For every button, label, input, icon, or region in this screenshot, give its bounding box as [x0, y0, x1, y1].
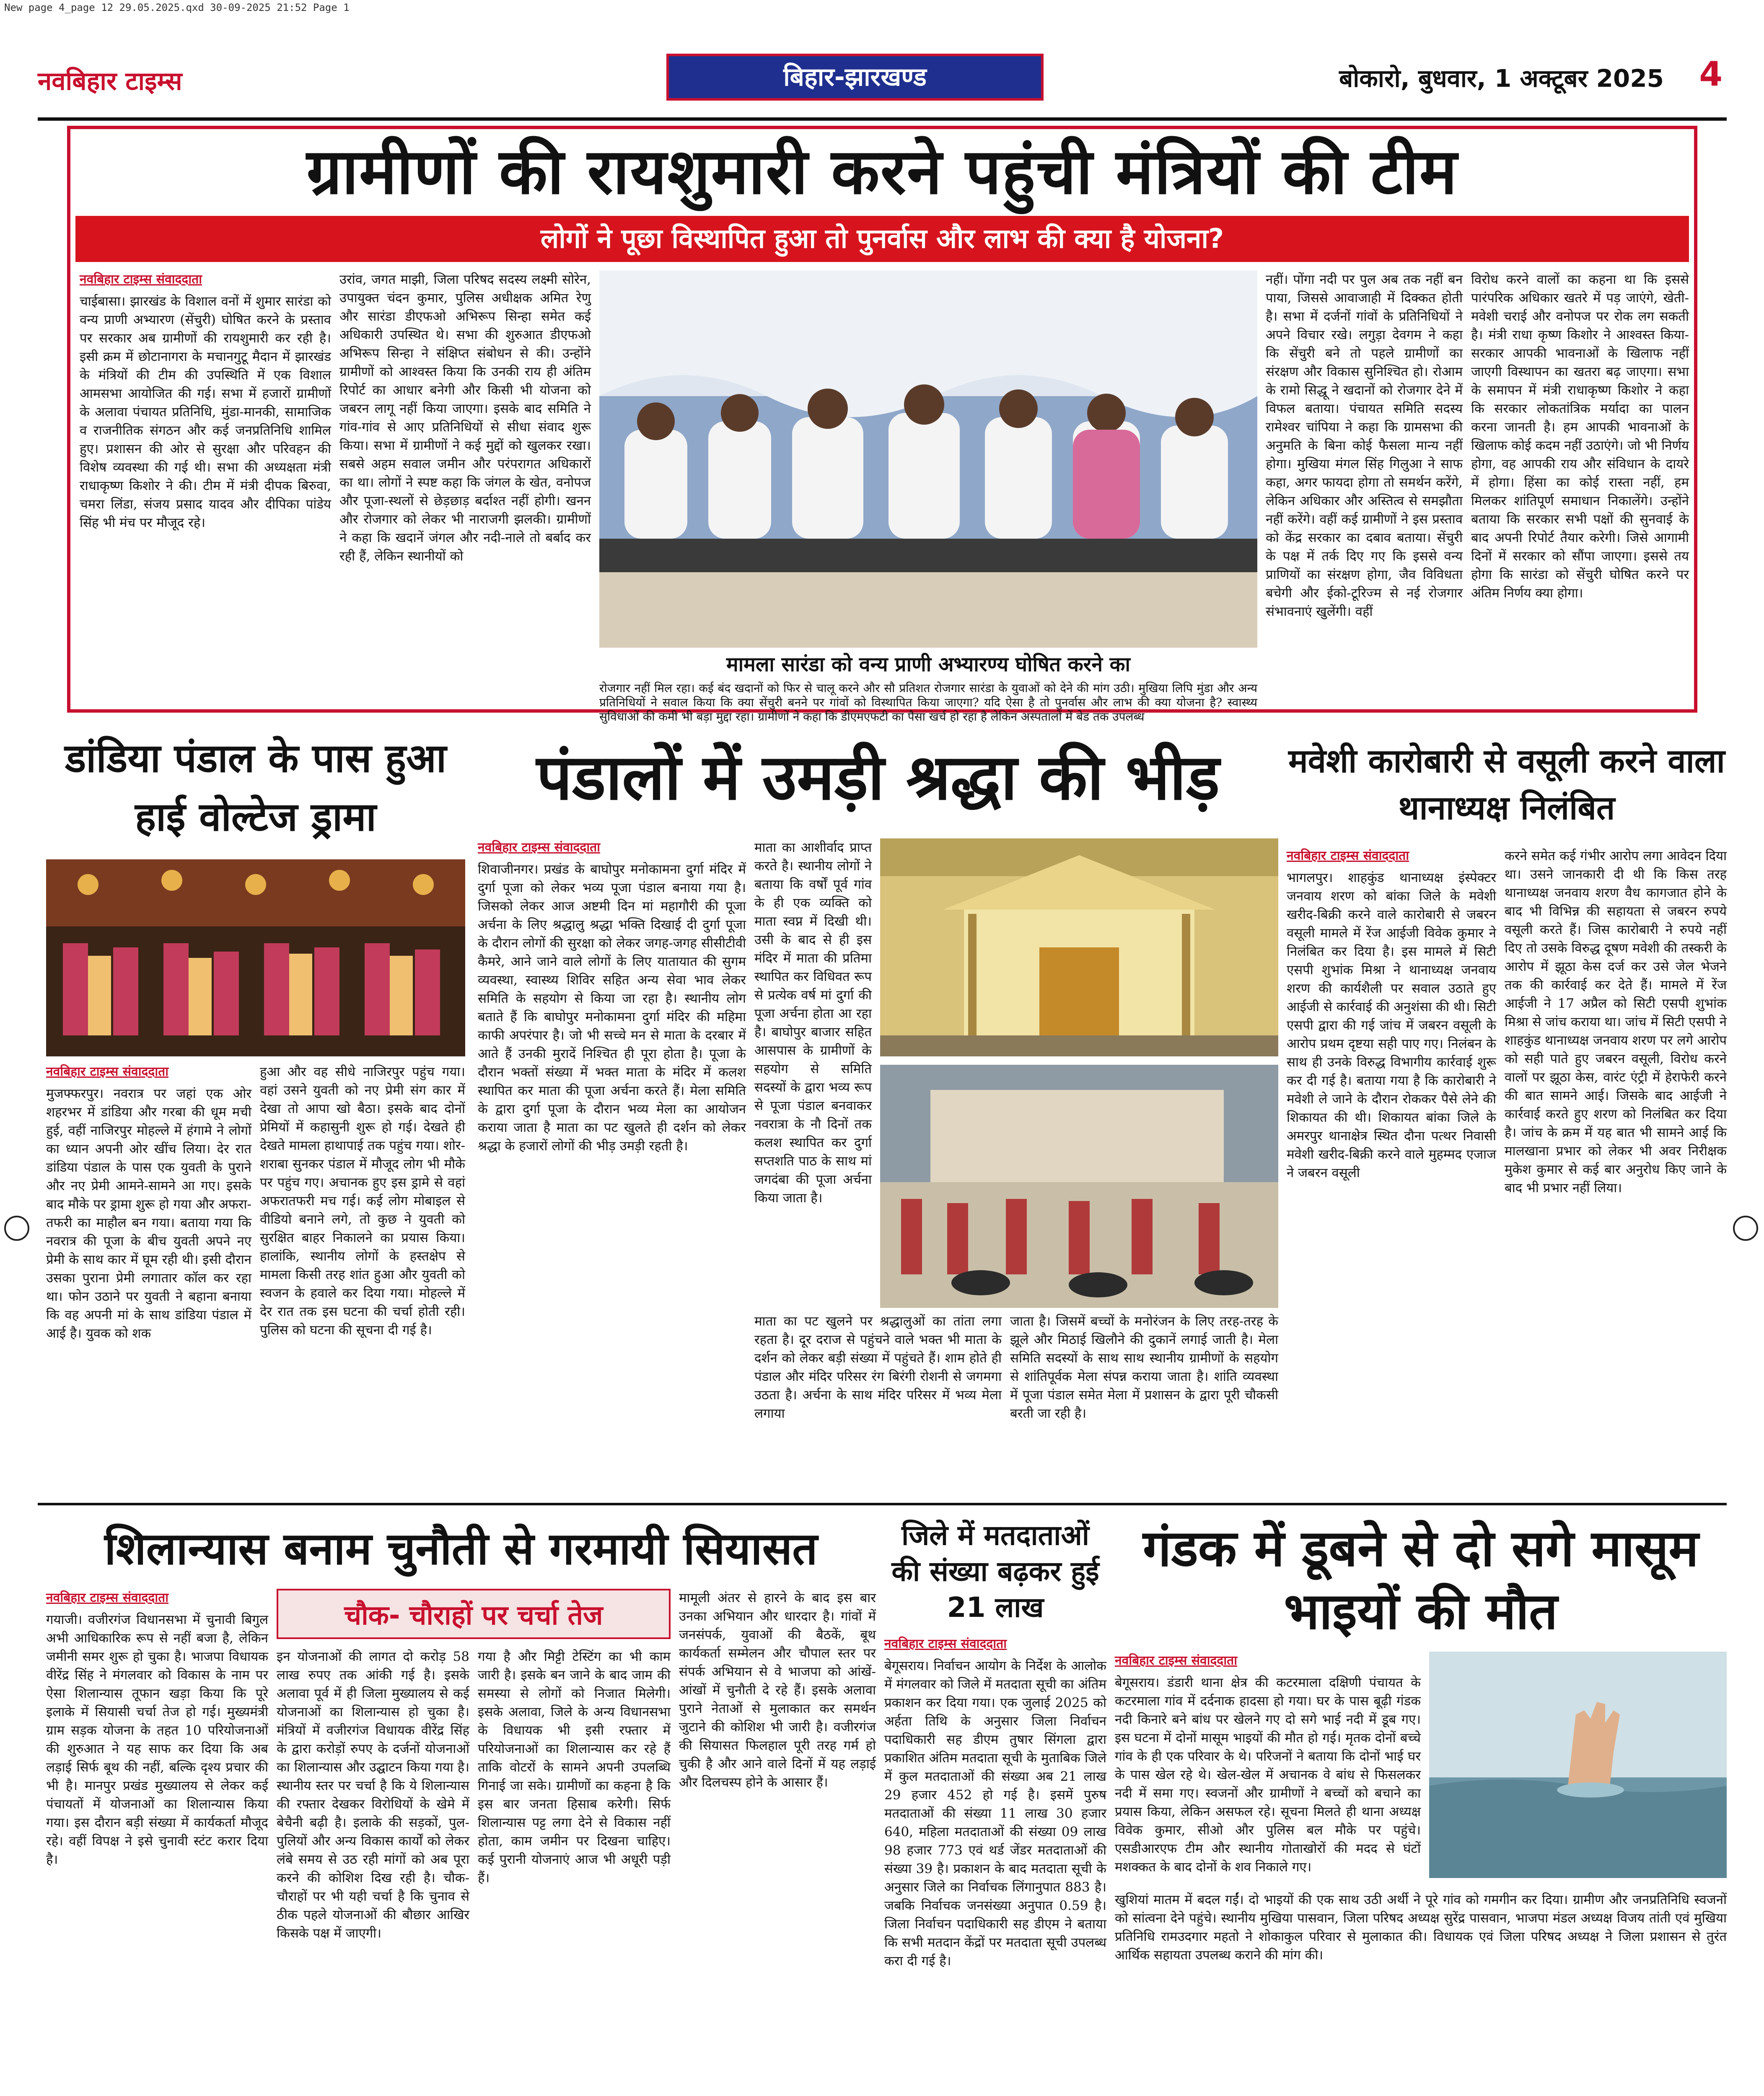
thana-byline: नवबिहार टाइम्स संवाददाता [1287, 848, 1409, 863]
pandal-column-2 [754, 838, 872, 1308]
shilanyas-subhead: चौक- चौराहों पर चर्चा तेज [277, 1589, 671, 1639]
pandal-column-3 [1010, 1312, 1278, 1492]
voters-column-1 [884, 1635, 1106, 2096]
pandal-headline: पंडालों में उमड़ी श्रद्धा की भीड़ [536, 741, 1220, 814]
gandak-column-2 [1115, 1891, 1727, 2096]
lead-photo [599, 270, 1257, 648]
shilanyas-text-1: गयाजी। वजीरगंज विधानसभा में चुनावी बिगुल अभी आधिकारिक रूप से नहीं बजा है, लेकिन जमीनी समर शुरू हो चुका है। भाजपा विधायक वीरेंद्र सिंह ने मंगलवार को विकास के नाम पर ऐसा शिलान्यास तूफान खड़ा किया कि पूरे इलाके में सियासी चर्चा तेज हो गई। मुख्यमंत्री ग्राम सड़क योजना के तहत 10 परियोजनाओं की शुरुआत ने यह साफ कर दिया कि अब लड़ाई सिर्फ बूथ की नहीं, बल्कि दृश्य प्रचार की भी है। मानपुर प्रखंड मुख्यालय से लेकर कई पंचायतों में योजनाओं का शिलान्यास किया गया। इस दौरान बड़ी संख्या में कार्यकर्ता मौजूद रहे। वहीं विपक्ष ने इसे चुनावी स्टंट करार दिया है। [46, 1612, 268, 1867]
masthead-rule [38, 117, 1727, 121]
registration-mark-right [1733, 1216, 1758, 1241]
lead-text-4: नहीं। पोंगा नदी पर पुल अब तक नहीं बन पाया, जिससे आवाजाही में दिक्कत होती है। सभा में दर्जनों गांवों के प्रतिनिधियों ने अपने विचार रखे। लगुड़ा देवगम ने कहा कि सेंचुरी बने तो पहले ग्रामीणों का संरक्षण और विकास सुनिश्चित हो। रोआम के रामो सिद्धू ने खदानों को रोजगार देने में विफल बताया। पंचायत समिति सदस्य रामेश्वर चांपिया ने कहा कि ग्रामसभा की अनुमति के बिना कोई फैसला मान्य नहीं होगा। मुखिया मंगल सिंह गिलुआ ने साफ कहा, अगर फायदा होगा तो समर्थन करेंगे, लेकिन अधिकार और अस्तित्व से समझौता नहीं करेंगे। वहीं कई ग्रामीणों ने इस प्रस्ताव को केंद्र सरकार का दबाव बताया। सेंचुरी के पक्ष में तर्क दिए गए कि इससे वन्य प्राणियों का संरक्षण होगा, जैव विविधता बचेगी और ईको-टूरिज्म से नई रोजगार संभावनाएं खुलेंगी। वहीं [1266, 272, 1463, 619]
thana-column-1 [1287, 847, 1496, 1492]
dandiya-column-2 [260, 1063, 465, 1494]
lead-deck: लोगों ने पूछा विस्थापित हुआ तो पुनर्वास और लाभ की क्या है योजना? [75, 216, 1689, 262]
voters-text-1: बेगूसराय। निर्वाचन आयोग के निर्देश के आलोक में मंगलवार को जिले में मतदाता सूची का अंतिम प्रकाशन कर दिया गया। एक जुलाई 2025 को अर्हता तिथि के अनुसार जिला निर्वाचन पदाधिकारी सह डीएम तुषार सिंगला द्वारा प्रकाशित अंतिम मतदाता सूची के मुताबिक जिले में कुल मतदाताओं की संख्या अब 21 लाख 29 हजार 452 हो गई है। इसमें पुरुष मतदाताओं की संख्या 11 लाख 30 हजार 640, महिला मतदाताओं की संख्या 09 लाख 98 हजार 773 एवं थर्ड जेंडर मतदाताओं की संख्या 39 है। प्रकाशन के बाद मतदाता सूची के अनुसार जिले का निर्वाचक लिंगानुपात 883 है। जबकि निर्वाचक जनसंख्या अनुपात 0.59 है। जिला निर्वाचन पदाधिकारी सह डीएम ने बताया कि सभी मतदान केंद्रों पर मतदाता सूची उपलब्ध करा दी गई है। [884, 1658, 1106, 1969]
pandal-column-4 [754, 1312, 1002, 1492]
shilanyas-column-4 [679, 1589, 876, 2096]
pandal-byline: नवबिहार टाइम्स संवाददाता [478, 840, 600, 855]
thana-column-2 [1505, 847, 1727, 1492]
lead-text-3: रोजगार नहीं मिल रहा। कई बंद खदानों को फिर से चालू करने और सौ प्रतिशत रोजगार सारंडा के युवाओं को देने की मांग उठी। मुखिया लिपि मुंडा और अन्य प्रतिनिधियों ने सवाल किया कि क्या सेंचुरी बनने पर गांवों को विस्थापित किया जाएगा? यदि ऐसा है तो पुनर्वास और लाभ की क्या योजना है? स्वास्थ्य सुविधाओं की कमी भी बड़ा मुद्दा रहा। ग्रामीणों ने कहा कि डीएमएफटी का पैसा खर्च हो रहा है लेकिन अस्पतालों में बेड तक उपलब्ध [599, 681, 1257, 724]
shilanyas-text-4: मामूली अंतर से हारने के बाद इस बार उनका अभियान और धारदार है। गांवों में जनसंपर्क, युवाओं की बैठकें, बूथ कार्यकर्ता सम्मेलन और चौपाल स्तर पर संपर्क अभियान से वे भाजपा को आंखें-आंखों में चुनौती दे रहे हैं। इसके अलावा पुराने नेताओं से मुलाकात कर समर्थन जुटाने की कोशिश भी जारी है। वजीरगंज की सियासत फिलहाल पूरी तरह गर्म हो चुकी है और आने वाले दिनों में यह लड़ाई और दिलचस्प होने के आसार हैं। [679, 1590, 876, 1790]
lead-byline: नवबिहार टाइम्स संवाददाता [80, 272, 202, 287]
pandal-text-3: जाता है। जिसमें बच्चों के मनोरंजन के लिए तरह-तरह के झूले और मिठाई खिलौने की दुकानें लगाई जाती है। मेला समिति सदस्यों के साथ साथ स्थानीय ग्रामीणों के सहयोग से शांतिपूर्वक मेला संपन्न कराया जाता है। शांति व्यवस्था में पूजा पंडाल समेत मेला में प्रशासन के द्वारा पूरी चौकसी बरती जा रही है। [1010, 1314, 1278, 1421]
lead-text-5: विरोध करने वालों का कहना था कि इससे पारंपरिक अधिकार खतरे में पड़ जाएंगे, खेती-मवेशी चराई और वनोपज पर रोक लग सकती है। मंत्री राधा कृष्ण किशोर ने आश्वस्त किया- सरकार आपकी भावनाओं के खिलाफ नहीं जाएगी विस्थापन का खतरा बढ़ जाएगा। सभा के समापन में मंत्री राधाकृष्ण किशोर ने कहा कि सरकार लोकतांत्रिक मर्यादा का पालन करना जानती है। हम आपकी भावनाओं के खिलाफ कोई कदम नहीं उठाएंगे। जो भी निर्णय होगा, वह आपकी राय और संविधान के दायरे में होगा। हिंसा का कोई रास्ता नहीं, हम मिलकर शांतिपूर्ण समाधान निकालेंगे। उन्होंने बताया कि सरकार सभी पक्षों की सुनवाई के बाद अपनी रिपोर्ट तैयार करेगी। जिसे आगामी दिनों में सरकार को सौंपा जाएगा। इससे तय होगा कि सारंडा को सेंचुरी घोषित करने पर अंतिम निर्णय क्या होगा। [1471, 272, 1689, 601]
print-slug: New page 4_page 12 29.05.2025.qxd 30-09-2025 21:52 Page 1 [4, 2, 350, 13]
dandiya-photo [46, 859, 465, 1056]
shilanyas-text-3: गया है और मिट्टी टेस्टिंग का भी काम जारी है। इसके बन जाने के बाद जाम की समस्या से लोगों को निजात मिलेगी। इसके अलावा, जिले के अन्य विधानसभा के विधायक भी इसी रफ्तार में परियोजनाओं का शिलान्यास कर रहे हैं ताकि वोटरों के सामने अपनी उपलब्धि गिनाई जा सके। ग्रामीणों का कहना है कि इस बार जनता हिसाब करेगी। सिर्फ शिलान्यास पट्ट लगा देने से विकास नहीं होता, काम जमीन पर दिखना चाहिए। कई पुरानी योजनाएं आज भी अधूरी पड़ी हैं। [478, 1649, 671, 1886]
dandiya-text-1: मुजफ्फरपुर। नवरात्र पर जहां एक ओर शहरभर में डांडिया और गरबा की धूम मची हुई, वहीं नाजिरपुर मोहल्ले में हंगामे ने लोगों का ध्यान अपनी ओर खींच लिया। देर रात डांडिया पंडाल के पास एक युवती के पुराने और नए प्रेमी आमने-सामने आ गए। इसके बाद मौके पर ड्रामा शुरू हो गया और अफरा-तफरी का माहौल बन गया। बताया गया कि नवरात्र की पूजा के बीच युवती अपने नए प्रेमी के साथ कार में घूम रही थी। इसी दौरान उसका पुराना प्रेमी लगातार कॉल कर रहा था। फोन उठाने पर युवती ने बहाना बनाया कि वह अपनी मां के साथ डांडिया पंडाल में आई है। युवक को शक [46, 1086, 251, 1341]
masthead [38, 50, 1727, 117]
gandak-byline: नवबिहार टाइम्स संवाददाता [1115, 1653, 1237, 1668]
gandak-caption-text: खुशियां मातम में बदल गईं। दो भाइयों की एक साथ उठी अर्थी ने पूरे गांव को गमगीन कर दिया। ग्रामीण और जनप्रतिनिधि स्वजनों को सांत्वना देने पहुंचे। स्थानीय मुखिया पासवान, जिला परिषद अध्यक्ष सुरेंद्र पासवान, भाजपा मंडल अध्यक्ष विजय तांती एवं मुखिया प्रतिनिधि रामउदगार महतो ने शोकाकुल परिवार से मुलाकात की। विधायक एवं जिला परिषद अध्यक्ष ने जिला प्रशासन से तुरंत आर्थिक सहायता उपलब्ध कराने की मांग की। [1115, 1892, 1727, 1963]
lead-column-5 [1471, 270, 1689, 706]
section-tag: बिहार-झारखण्ड [666, 54, 1044, 101]
lead-photo-caption: मामला सारंडा को वन्य प्राणी अभ्यारण्य घोषित करने का [599, 650, 1257, 679]
pandal-photo-top [880, 838, 1278, 1056]
paper-name: नवबिहार टाइम्स [38, 67, 182, 96]
voters-byline: नवबिहार टाइम्स संवाददाता [884, 1637, 1007, 1651]
gandak-text-1: बेगूसराय। डंडारी थाना क्षेत्र की कटरमाला दक्षिणी पंचायत के कटरमाला गांव में दर्दनाक हादसा हो गया। घर के पास बूढ़ी गंडक नदी किनारे बने बांध पर खेलने गए दो सगे भाई नदी में डूब गए। इस घटना में दोनों मासूम भाइयों की मौत हो गई। मृतक दोनों बच्चे गांव के ही एक परिवार के थे। परिजनों ने बताया कि दोनों भाई घर के पास खेल रहे थे। खेल-खेल में अचानक वे बांध से फिसलकर नदी में समा गए। स्वजनों और ग्रामीणों ने बच्चों को बचाने का प्रयास किया, लेकिन असफल रहे। सूचना मिलते ही थाना अध्यक्ष विवेक कुमार, सीओ और पुलिस बल मौके पर पहुंचे। एसडीआरएफ टीम और स्थानीय गोताखोरों की मदद से घंटों मशक्कत के बाद दोनों के शव निकाले गए। [1115, 1675, 1421, 1875]
lead-column-2 [339, 270, 591, 706]
pandal-text-4: माता का पट खुलने पर श्रद्धालुओं का तांता लगा रहता है। दूर दराज से पहुंचने वाले भक्त भी माता के दर्शन को लेकर बड़ी संख्या में पहुंचते हैं। शाम होते ही पंडाल और मंदिर परिसर रंग बिरंगी रोशनी से जगमगा उठता है। अर्चना के साथ मंदिर परिसर में भव्य मेला लगाया [754, 1314, 1002, 1421]
shilanyas-byline: नवबिहार टाइम्स संवाददाता [46, 1590, 168, 1605]
pandal-text-2: माता का आशीर्वाद प्राप्त करते है। स्थानीय लोगों ने बताया कि वर्षों पूर्व गांव के ही एक व्यक्ति को माता स्वप्न में दिखी थी। उसी के बाद से ही इस मंदिर में माता की प्रतिमा स्थापित कर विधिवत रूप से प्रत्येक वर्ष मां दुर्गा की पूजा अर्चना होता आ रहा है। बाघोपुर बाजार सहित आसपास के ग्रामीणों के सहयोग से समिति सदस्यों के द्वारा भव्य रूप से पूजा पंडाल बनवाकर नवरात्रा के नौ दिनों तक कलश स्थापित कर दुर्गा सप्तशति पाठ के साथ मां जगदंबा की पूजा अर्चना किया जाता है। [754, 840, 872, 1206]
dandiya-byline: नवबिहार टाइम्स संवाददाता [46, 1064, 168, 1079]
thana-text-1: भागलपुर। शाहकुंड थानाध्यक्ष इंस्पेक्टर जनवाय शरण को बांका जिले के मवेशी खरीद-बिक्री करने वाले कारोबारी से जबरन वसूली मामले में रेंज आईजी विवेक कुमार ने निलंबित कर दिया है। इस मामले में सिटी एसपी शुभांक मिश्रा ने थानाध्यक्ष जनवाय शरण की कार्यशैली पर सवाल उठाते हुए आईजी से कार्रवाई की अनुशंसा की थी। सिटी एसपी द्वारा की गई जांच में जबरन वसूली के आरोप प्रथम दृष्टया सही पाए गए। निलंबन के साथ ही उनके विरुद्ध विभागीय कार्रवाई शुरू कर दी गई है। बताया गया है कि कारोबारी ने मवेशी ले जाने के दौरान रोककर पैसे लेने की शिकायत की थी। शिकायत बांका जिले के अमरपुर थानाक्षेत्र स्थित दौना पत्थर निवासी मवेशी खरीद-बिक्री करने वाले मुहम्मद एजाज ने जबरन वसूली [1287, 870, 1496, 1180]
voters-headline: जिले में मतदाताओं की संख्या बढ़कर हुई 21 लाख [891, 1519, 1099, 1624]
shilanyas-column-1 [46, 1589, 268, 2096]
lead-under-photo-text [599, 681, 1257, 724]
pandal-column-1 [478, 838, 746, 1492]
dateline: बोकारो, बुधवार, 1 अक्टूबर 2025 [1339, 64, 1664, 93]
gandak-photo [1429, 1652, 1727, 1878]
dandiya-headline: डांडिया पंडाल के पास हुआ हाई वोल्टेज ड्रामा [65, 736, 447, 840]
lead-text-2: उरांव, जगत माझी, जिला परिषद सदस्य लक्ष्मी सोरेन, उपायुक्त चंदन कुमार, पुलिस अधीक्षक अमित रेणु और सारंडा डीएफओ अभिरूप सिन्हा समेत कई अधिकारी उपस्थित थे। सभा की शुरुआत डीएफओ अभिरूप सिन्हा ने संक्षिप्त संबोधन से की। उन्होंने ग्रामीणों को आश्वस्त किया कि उनकी राय ही अंतिम रिपोर्ट का आधार बनेगी और किसी भी योजना को जबरन लागू नहीं किया जाएगा। इसके बाद समिति ने गांव-गांव से आए प्रतिनिधियों से सीधा संवाद शुरू किया। सभा में ग्रामीणों ने कई मुद्दों को खुलकर रखा। सबसे अहम सवाल जमीन और परंपरागत अधिकारों का था। लोगों ने स्पष्ट कहा कि जंगल के खेत, वनोपज और पूजा-स्थलों से छेड़छाड़ बर्दाश्त नहीं होगी। खनन और रोजगार को लेकर भी नाराजगी झलकी। ग्रामीणों ने कहा कि खदानें जंगल और नदी-नाले तो बर्बाद कर रही हैं, लेकिन स्थानीयों को [339, 272, 591, 564]
lead-column-1 [80, 270, 331, 706]
lead-column-4 [1266, 270, 1463, 706]
shilanyas-column-2 [277, 1647, 469, 2096]
gandak-column-1 [1115, 1652, 1421, 1886]
section-rule-1 [38, 1503, 1727, 1505]
dandiya-text-2: हुआ और वह सीधे नाजिरपुर पहुंच गया। वहां उसने युवती को नए प्रेमी संग कार में देखा तो आपा खो बैठा। इसके बाद दोनों प्रेमियों में कहासुनी शुरू हो गई। देखते ही देखते मामला हाथापाई तक पहुंच गया। शोर-शराबा सुनकर पंडाल में मौजूद लोग भी मौके पर पहुंच गए। अचानक हुए इस ड्रामे से वहां अफरातफरी मच गई। कई लोग मोबाइल से वीडियो बनाने लगे, तो कुछ ने युवती को सुरक्षित बाहर निकालने का प्रयास किया। हालांकि, स्थानीय लोगों के हस्तक्षेप से मामला किसी तरह शांत हुआ और युवती को स्वजन के हवाले कर दिया गया। मोहल्ले में देर रात तक इस घटना की चर्चा होती रही। पुलिस को घटना की सूचना दी गई है। [260, 1064, 465, 1338]
registration-mark-left [4, 1216, 29, 1241]
page-number: 4 [1699, 54, 1723, 93]
pandal-photo-bottom [880, 1065, 1278, 1308]
lead-text-1: चाईबासा। झारखंड के विशाल वनों में शुमार सारंडा को वन्य प्राणी अभ्यारण (सेंचुरी) घोषित करने के प्रस्ताव पर सरकार अब ग्रामीणों की रायशुमारी कर रही है। इसी क्रम में छोटानागरा के मचानगुटू मैदान में झारखंड के मंत्रियों की टीम की उपस्थिति में एक विशाल आमसभा आयोजित की गई। सभा में हजारों ग्रामीणों के अलावा पंचायत प्रतिनिधि, मुंडा-मानकी, सामाजिक व राजनीतिक संगठन और कई जनप्रतिनिधि शामिल हुए। प्रशासन की ओर से सुरक्षा और परिवहन की विशेष व्यवस्था की गई थी। सभा की अध्यक्षता मंत्री राधाकृष्ण किशोर ने की। टीम में मंत्री दीपक बिरुवा, चमरा लिंडा, संजय प्रसाद यादव और दीपिका पांडेय सिंह भी मंच पर मौजूद रहे। [80, 294, 331, 530]
lead-headline: ग्रामीणों की रायशुमारी करने पहुंची मंत्रियों की टीम [306, 135, 1458, 208]
shilanyas-headline: शिलान्यास बनाम चुनौती से गरमायी सियासत [104, 1523, 818, 1575]
thana-text-2: करने समेत कई गंभीर आरोप लगा आवेदन दिया था। उसने जानकारी दी थी कि किस तरह थानाध्यक्ष जनवाय शरण वैध कागजात होने के बाद भी विभिन्न की सहायता से जबरन रुपये वसूली करते हैं। जिस कारोबारी ने रुपये नहीं दिए तो उसके विरुद्ध दूषण मवेशी की तस्करी के आरोप में झूठा केस दर्ज कर उसे जेल भेजने तक की कार्रवाई कर देते हैं। मामले में रेंज आईजी ने 17 अप्रैल को सिटी एसपी शुभांक मिश्रा से जांच कराया था। जांच में सिटी एसपी ने शाहकुंड थानाध्यक्ष जनवाय शरण पर लगे आरोप को सही पाते हुए जबरन वसूली, विरोध करने वालों पर झूठा केस, वारंट एंट्री में हेराफेरी करने की बात सामने आई। जिसके बाद आईजी ने कार्रवाई करते हुए शरण को निलंबित कर दिया है। जांच के क्रम में यह बात भी सामने आई कि मालखाना प्रभार को लेकर भी अवर निरीक्षक मुकेश कुमार से कई बार अनुरोध किए जाने के बाद भी प्रभार नहीं लिया। [1505, 848, 1727, 1196]
shilanyas-column-3 [478, 1647, 671, 2096]
dandiya-column-1 [46, 1063, 251, 1494]
gandak-headline: गंडक में डूबने से दो सगे मासूम भाइयों की मौत [1143, 1520, 1699, 1641]
shilanyas-text-2: इन योजनाओं की लागत दो करोड़ 58 लाख रुपए तक आंकी गई है। इसके अलावा पूर्व में ही जिला मुख्यालय से कई योजनाओं का शिलान्यास हो चुका है। मंत्रियों में वजीरगंज विधायक वीरेंद्र सिंह के द्वारा करोड़ों रुपए के दर्जनों योजनाओं का शिलान्यास और उद्घाटन किया गया है। स्थानीय स्तर पर चर्चा है कि ये शिलान्यास की रफ्तार देखकर विरोधियों के खेमे में बेचैनी बढ़ी है। इलाके की सड़कों, पुल-पुलियों और अन्य विकास कार्यों को लेकर लंबे समय से उठ रही मांगों को अब पूरा करने की कोशिश दिख रही है। चौक-चौराहों पर भी यही चर्चा है कि चुनाव से ठीक पहले योजनाओं की बौछार आखिर किसके पक्ष में जाएगी। [277, 1649, 469, 1941]
pandal-text-1: शिवाजीनगर। प्रखंड के बाघोपुर मनोकामना दुर्गा मंदिर में दुर्गा पूजा को लेकर भव्य पूजा पंडाल बनाया गया है। जिसको लेकर आज अष्टमी दिन मां महागौरी की पूजा अर्चना के लिए श्रद्धालु श्रद्धा भक्ति दिखाई दी दुर्गा पूजा के दौरान लोगों की सुरक्षा को लेकर जगह-जगह सीसीटीवी कैमरे, आने जाने वाले लोगों के लिए यातायात की सुगम व्यवस्था, स्वास्थ्य शिविर सहित अन्य सेवा भाव लेकर समिति के सहयोग से किया जा रहा है। स्थानीय लोग बताते हैं कि बाघोपुर मनोकामना दुर्गा मंदिर की महिमा काफी अपरंपार है। जो भी सच्चे मन से माता के दरबार में आते हैं उनकी मुरादें निश्चित ही पूरा होता है। पूजा के दौरान भक्तों संख्या में भक्त माता के मंदिर में कलश स्थापित कर माता की पूजा अर्चना करते हैं। मेला समिति के द्वारा दुर्गा पूजा के दौरान भव्य मेला का आयोजन कराया जाता है माता का पट खुलते ही दर्शन को लेकर श्रद्धा के हजारों लोगों की भीड़ उमड़ी रहती है। [478, 862, 746, 1154]
thana-headline: मवेशी कारोबारी से वसूली करने वाला थानाध्यक्ष निलंबित [1288, 742, 1725, 827]
